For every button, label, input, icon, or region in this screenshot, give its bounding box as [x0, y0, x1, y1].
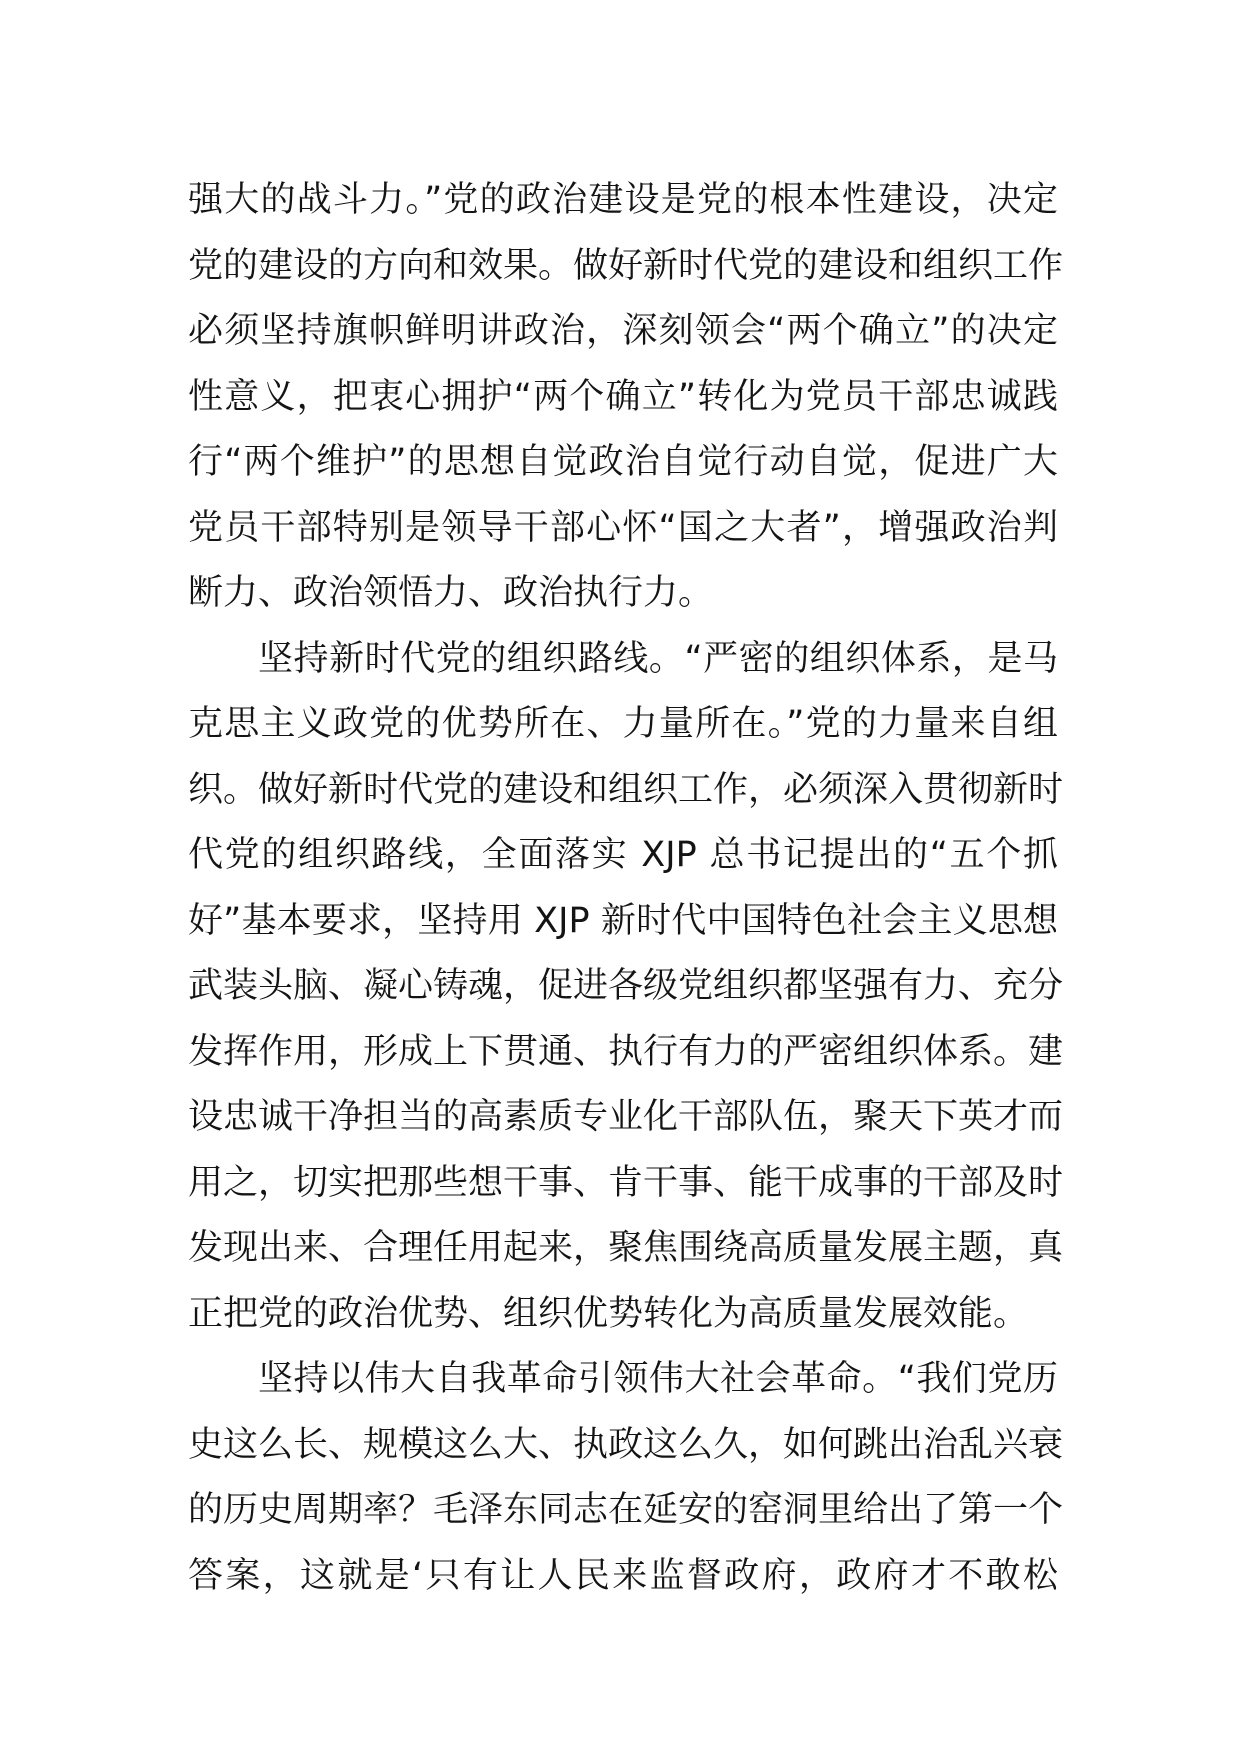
text-line: 用之，切实把那些想干事、肯干事、能干成事的干部及时	[188, 1162, 1064, 1203]
text-line: 发现出来、合理任用起来，聚焦围绕高质量发展主题，真	[188, 1228, 1064, 1268]
text-line: 坚持以伟大自我革命引领伟大社会革命。“我们党历	[258, 1359, 1058, 1399]
text-line: 党的建设的方向和效果。做好新时代党的建设和组织工作	[188, 245, 1064, 286]
text-line: 强大的战斗力。”党的政治建设是党的根本性建设，决定	[188, 180, 1058, 220]
text-line: 克思主义政党的优势所在、力量所在。”党的力量来自组	[188, 704, 1058, 744]
document-body	[188, 168, 1064, 1609]
text-line: 设忠诚干净担当的高素质专业化干部队伍，聚天下英才而	[188, 1097, 1064, 1137]
text-line: 武装头脑、凝心铸魂，促进各级党组织都坚强有力、充分	[188, 966, 1064, 1006]
text-line: 行“两个维护”的思想自觉政治自觉行动自觉，促进广大	[188, 442, 1058, 482]
text-line: 党员干部特别是领导干部心怀“国之大者”，增强政治判	[188, 507, 1058, 548]
text-line: 发挥作用，形成上下贯通、执行有力的严密组织体系。建	[188, 1031, 1064, 1072]
paragraph-2	[188, 627, 1064, 1348]
paragraph-1	[188, 168, 1064, 627]
paragraph-3	[188, 1347, 1064, 1609]
text-line: 断力、政治领悟力、政治执行力。	[188, 573, 714, 613]
text-line: 答案，这就是‘只有让人民来监督政府，政府才不敢松	[188, 1555, 1058, 1596]
text-line: 性意义，把衷心拥护“两个确立”转化为党员干部忠诚践	[188, 376, 1058, 417]
text-line: 的历史周期率？毛泽东同志在延安的窑洞里给出了第一个	[188, 1490, 1064, 1530]
text-line: 坚持新时代党的组织路线。“严密的组织体系，是马	[258, 638, 1058, 679]
text-line: 代党的组织路线，全面落实 XJP 总书记提出的“五个抓	[188, 835, 1058, 875]
text-line: 史这么长、规模这么大、执政这么久，如何跳出治乱兴衰	[188, 1424, 1064, 1465]
text-line: 织。做好新时代党的建设和组织工作，必须深入贯彻新时	[188, 769, 1064, 810]
text-line: 必须坚持旗帜鲜明讲政治，深刻领会“两个确立”的决定	[188, 311, 1058, 351]
text-line: 正把党的政治优势、组织优势转化为高质量发展效能。	[188, 1293, 1029, 1334]
text-line: 好”基本要求，坚持用 XJP 新时代中国特色社会主义思想	[188, 900, 1058, 941]
